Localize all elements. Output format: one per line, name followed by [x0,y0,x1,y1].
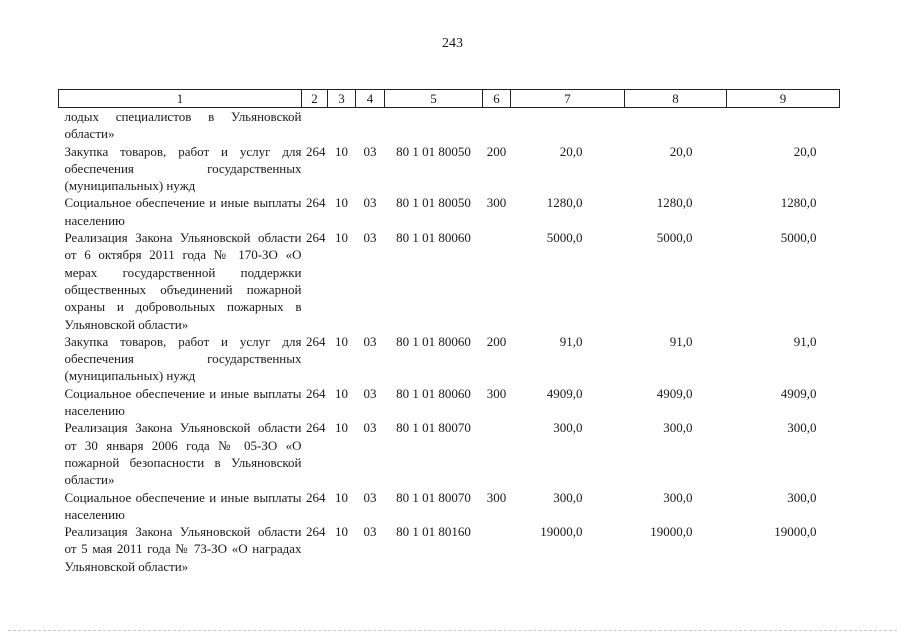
amount-year-3: 5000,0 [780,230,817,246]
target-article-code: 80 1 01 80050 [396,143,471,159]
target-article-code: 80 1 01 80060 [396,230,471,246]
ministry-code: 264 [306,420,326,436]
table-row [59,419,840,488]
table-row [59,194,840,229]
amount-year-1: 91,0 [559,333,583,349]
table-row [59,229,840,333]
table-row [59,489,840,524]
target-article-code [385,108,483,143]
amount-year-1: 300,0 [553,420,583,436]
expense-type-code [483,229,511,333]
amount-year-1: 1280,0 [546,195,583,211]
amount-year-3: 19000,0 [774,524,817,540]
column-header: 9 [727,90,840,108]
column-header: 6 [483,90,511,108]
amount-year-2: 300,0 [663,489,693,505]
target-article-code: 80 1 01 80070 [396,489,471,505]
amount-year-3: 91,0 [793,333,817,349]
amount-year-2: 19000,0 [650,524,693,540]
expense-type-code [483,419,511,488]
section-code: 10 [335,333,348,349]
subsection-code: 03 [363,333,377,349]
target-article-code: 80 1 01 80160 [396,524,471,540]
row-description: Реализация Закона Ульяновской области от 6 октября 2011 года № 170-ЗО «О мерах государственной поддержки общественных объединений пожарной охраны и добровольных пожарных в Ульяновской области» [64,230,302,332]
section-code: 10 [335,420,348,436]
ministry-code: 264 [306,230,326,246]
amount-year-2: 5000,0 [656,230,693,246]
row-description: лодых специалистов в Ульяновской области» [64,109,302,142]
expense-type-code [483,108,511,143]
expense-type-code: 300 [486,195,507,211]
target-article-code: 80 1 01 80060 [396,333,471,349]
ministry-code [302,108,328,143]
subsection-code: 03 [363,385,377,401]
amount-year-3 [727,108,840,143]
expense-type-code: 300 [486,489,507,505]
amount-year-1: 19000,0 [540,524,583,540]
amount-year-1: 20,0 [559,143,583,159]
table-row [59,385,840,420]
amount-year-3: 4909,0 [780,385,817,401]
subsection-code: 03 [363,230,377,246]
page-number: 243 [442,36,463,51]
amount-year-3: 300,0 [787,420,817,436]
budget-table [58,89,840,575]
table-header [59,90,840,108]
column-header: 8 [625,90,727,108]
row-description: Закупка товаров, работ и услуг для обеспечения государственных (муниципальных) нужд [64,333,302,384]
table-body [59,108,840,576]
expense-type-code [483,523,511,575]
column-header: 1 [59,90,302,108]
table-row [59,523,840,575]
amount-year-2: 20,0 [669,143,693,159]
section-code: 10 [335,489,348,505]
amount-year-1 [511,108,625,143]
target-article-code: 80 1 01 80060 [396,385,471,401]
subsection-code: 03 [363,143,377,159]
section-code [328,108,356,143]
ministry-code: 264 [306,489,326,505]
section-code: 10 [335,230,348,246]
subsection-code: 03 [363,524,377,540]
amount-year-2: 91,0 [669,333,693,349]
subsection-code: 03 [363,195,377,211]
section-code: 10 [335,195,348,211]
ministry-code: 264 [306,385,326,401]
table-row [59,143,840,195]
section-code: 10 [335,385,348,401]
amount-year-1: 300,0 [553,489,583,505]
subsection-code [356,108,385,143]
amount-year-1: 5000,0 [546,230,583,246]
expense-type-code: 300 [486,385,507,401]
row-description: Социальное обеспечение и иные выплаты населению [64,385,302,419]
ministry-code: 264 [306,195,326,211]
section-code: 10 [335,524,348,540]
column-header: 7 [511,90,625,108]
expense-type-code: 200 [486,333,507,349]
amount-year-2: 300,0 [663,420,693,436]
table-row [59,108,840,143]
amount-year-2 [625,108,727,143]
amount-year-3: 300,0 [787,489,817,505]
ministry-code: 264 [306,333,326,349]
expense-type-code: 200 [486,143,507,159]
ministry-code: 264 [306,524,326,540]
column-header: 5 [385,90,483,108]
amount-year-2: 1280,0 [656,195,693,211]
row-description: Закупка товаров, работ и услуг для обеспечения государственных (муниципальных) нужд [64,143,302,194]
amount-year-3: 1280,0 [780,195,817,211]
target-article-code: 80 1 01 80070 [396,420,471,436]
row-description: Реализация Закона Ульяновской области от 30 января 2006 года № 05-ЗО «О пожарной безопасности в Ульяновской области» [64,420,302,488]
page-bottom-edge [8,630,897,631]
table-row [59,333,840,385]
amount-year-2: 4909,0 [656,385,693,401]
row-description: Социальное обеспечение и иные выплаты населению [64,195,302,228]
target-article-code: 80 1 01 80050 [396,195,471,211]
amount-year-1: 4909,0 [546,385,583,401]
subsection-code: 03 [363,420,377,436]
column-header: 2 [302,90,328,108]
ministry-code: 264 [306,143,326,159]
column-header: 4 [356,90,385,108]
column-header: 3 [328,90,356,108]
subsection-code: 03 [363,489,377,505]
row-description: Реализация Закона Ульяновской области от 5 мая 2011 года № 73-ЗО «О наградах Ульяновской области» [64,524,302,574]
amount-year-3: 20,0 [793,143,817,159]
section-code: 10 [335,143,348,159]
row-description: Социальное обеспечение и иные выплаты населению [64,489,302,522]
column-numbers-row [59,90,840,108]
